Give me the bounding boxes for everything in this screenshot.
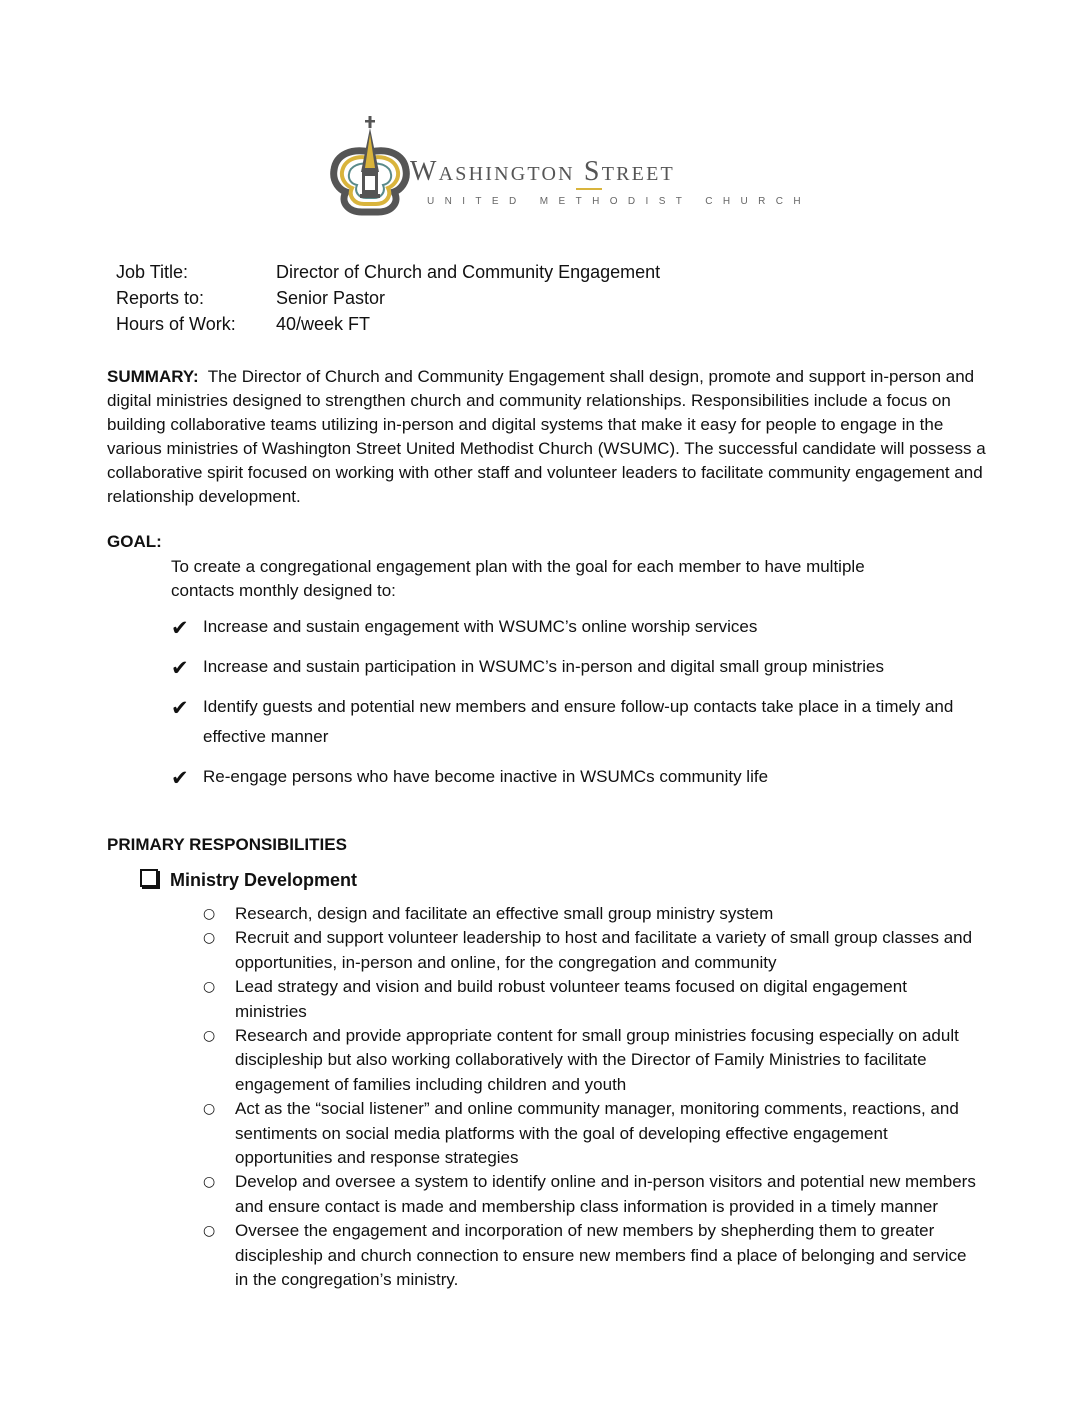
- circle-bullet-icon: ○: [203, 1101, 216, 1118]
- goal-item: [171, 692, 981, 752]
- meta-value: Senior Pastor: [276, 288, 386, 308]
- summary-text: The Director of Church and Community Engagement shall design, promote and support in-person and digital ministries designed to strengthen church and community relationships. Responsibilities include a focus on building collaborative teams utilizing in-person and digital systems that make it easy for people to engage in the various ministries of Washington Street United Methodist Church (WSUMC). The successful candidate will possess a collaborative spirit focused on working with other staff and volunteer leaders to facilitate community engagement and relationship development.: [107, 367, 986, 506]
- circle-bullet-icon: ○: [203, 979, 216, 996]
- summary-paragraph: [107, 365, 987, 509]
- list-item-text: Recruit and support volunteer leadership to host and facilitate a variety of small group classes and opportunities, in-person and online, for the congregation and community: [235, 928, 973, 972]
- meta-label: Hours of Work:: [116, 314, 236, 334]
- logo-divider: [576, 188, 602, 190]
- church-emblem-icon: [330, 112, 410, 216]
- list-item: [203, 1097, 983, 1170]
- responsibilities-list: [203, 902, 983, 1293]
- list-item-text: Oversee the engagement and incorporation of new members by shepherding them to greater discipleship and church connection to ensure new members find a place of belonging and service in the congregation’s ministry.: [235, 1221, 967, 1290]
- list-item: [203, 926, 983, 975]
- goal-intro: To create a congregational engagement plan with the goal for each member to have multiple contacts monthly designed to:: [171, 557, 865, 600]
- goal-item: [171, 652, 981, 682]
- section-ministry-development: [140, 869, 357, 891]
- goal-item-text: Re-engage persons who have become inactive in WSUMCs community life: [203, 767, 769, 786]
- responsibilities-heading: PRIMARY RESPONSIBILITIES: [107, 835, 347, 854]
- goal-item: [171, 762, 981, 792]
- meta-value: Director of Church and Community Engagement: [276, 262, 661, 282]
- checkmark-icon: ✔: [171, 766, 189, 790]
- circle-bullet-icon: ○: [203, 1174, 216, 1191]
- summary-label: SUMMARY:: [107, 367, 199, 386]
- goal-heading: GOAL:: [107, 532, 162, 551]
- list-item: [203, 1219, 983, 1292]
- goal-item: [171, 612, 981, 642]
- list-item-text: Research and provide appropriate content for small group ministries focusing especially on adult discipleship but also working collaboratively with the Director of Family Ministries to facilitate engagement of families including children and youth: [235, 1026, 959, 1094]
- goal-item-text: Identify guests and potential new members and ensure follow-up contacts take place in a timely and effective manner: [203, 697, 954, 746]
- circle-bullet-icon: ○: [203, 906, 216, 922]
- checkbox-bullet-icon: [140, 869, 158, 887]
- list-item-text: Act as the “social listener” and online community manager, monitoring comments, reactions, and sentiments on social media platforms with the goal of developing effective engagement opportunities and response strategies: [235, 1099, 959, 1168]
- checkmark-icon: ✔: [171, 656, 189, 680]
- meta-value: 40/week FT: [276, 314, 371, 334]
- meta-row-job-title: [116, 259, 660, 285]
- checkmark-icon: ✔: [171, 616, 189, 640]
- meta-label: Reports to:: [116, 288, 205, 308]
- meta-row-reports-to: [116, 285, 660, 311]
- goal-item-text: Increase and sustain participation in WSUMC’s in-person and digital small group ministries: [203, 657, 884, 676]
- job-meta: [116, 259, 660, 337]
- section-title: Ministry Development: [170, 870, 358, 890]
- list-item: [203, 975, 983, 1024]
- circle-bullet-icon: ○: [203, 1223, 216, 1240]
- list-item-text: Develop and oversee a system to identify online and in-person visitors and potential new members and ensure contact is made and membership class information is provided in a timely manner: [235, 1172, 976, 1216]
- list-item: [203, 1024, 983, 1097]
- list-item-text: Research, design and facilitate an effective small group ministry system: [235, 904, 774, 923]
- list-item: [203, 1170, 983, 1219]
- list-item: [203, 902, 983, 926]
- goal-list: [171, 612, 981, 802]
- church-logo: [330, 112, 812, 216]
- meta-label: Job Title:: [116, 262, 189, 282]
- checkmark-icon: ✔: [171, 696, 189, 720]
- logo-subtitle: UNITED METHODIST CHURCH: [427, 196, 812, 207]
- circle-bullet-icon: ○: [203, 930, 216, 947]
- goal-item-text: Increase and sustain engagement with WSUMC’s online worship services: [203, 617, 758, 636]
- list-item-text: Lead strategy and vision and build robust volunteer teams focused on digital engagement ministries: [235, 977, 907, 1021]
- logo-name: Washington Street: [410, 156, 675, 187]
- meta-row-hours: [116, 311, 660, 337]
- circle-bullet-icon: ○: [203, 1028, 216, 1045]
